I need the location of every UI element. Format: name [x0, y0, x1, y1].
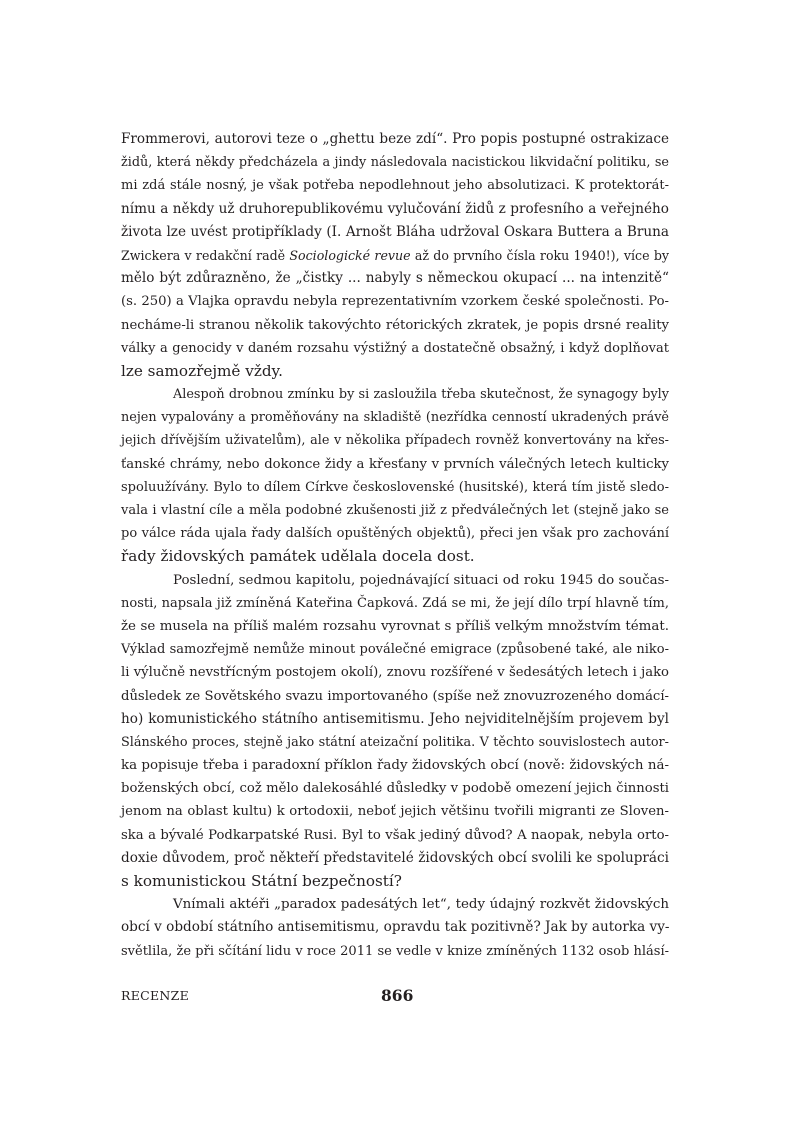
page-number: 866 [381, 986, 414, 1005]
text-line: jejich dřívějším uživatelům), ale v několika případech rovněž konvertovány na křes- [121, 433, 669, 449]
section-label: RECENZE [121, 988, 190, 1003]
text-line: spoluužívány. Bylo to dílem Církve československé (husitské), která tím jistě sledo- [121, 479, 669, 495]
text-line: boženských obcí, což mělo dalekosáhlé důsledky v podobě omezení jejich činnosti [121, 781, 669, 797]
text-line: Výklad samozřejmě nemůže minout poválečné emigrace (způsobené také, ale niko- [121, 642, 669, 658]
text-line: světlila, že při sčítání lidu v roce 2011 se vedle v knize zmíněných 1132 osob hlásí- [121, 943, 669, 959]
text-line: života lze uvést protipříklady (I. Arnošt Bláha udržoval Oskara Buttera a Bruna [121, 223, 669, 240]
text-line: nejen vypalovány a proměňovány na skladiště (nezřídka cenností ukradených právě [121, 410, 669, 426]
text-line: (s. 250) a Vlajka opravdu nebyla reprezentativním vzorkem české společnosti. Po- [121, 294, 669, 310]
paragraph [121, 893, 669, 963]
text-line: ska a bývalé Podkarpatské Rusi. Byl to však jediný důvod? A naopak, nebyla orto- [121, 827, 669, 843]
text-line: mělo být zdůrazněno, že „čistky ... nabyly s německou okupací ... na intenzitě“ [121, 270, 669, 287]
text-line: ťanské chrámy, nebo dokonce židy a křesťany v prvních válečných letech kulticky [121, 456, 669, 472]
text-line: po válce ráda ujala řady dalších opuštěných objektů), přeci jen však pro zachování [121, 526, 669, 542]
text-line: lze samozřejmě vždy. [121, 361, 283, 380]
text-line: obcí v období státního antisemitismu, opravdu tak pozitivně? Jak by autorka vy- [121, 919, 670, 936]
text-line: ka popisuje třeba i paradoxní příklon řady židovských obcí (nově: židovských ná- [121, 758, 669, 774]
text-line: války a genocidy v daném rozsahu výstižný a dostatečně obsažný, i když doplňovat [121, 340, 669, 356]
text-line: Zwickera v redakční radě Sociologické revue až do prvního čísla roku 1940!), více by [121, 247, 669, 263]
text-line: li výlučně nevstřícným postojem okolí), znovu rozšířené v šedesátých letech i jako [121, 665, 669, 681]
paragraph [121, 383, 669, 569]
text-line: s komunistickou Státní bezpečností? [121, 872, 402, 890]
paragraph [121, 128, 669, 383]
text-line: Slánského proces, stejně jako státní ateizační politika. V těchto souvislostech autor- [121, 734, 669, 750]
text-line: židů, která někdy předcházela a jindy následovala nacistickou likvidační politiku, se [121, 155, 669, 171]
text-line: že se musela na příliš malém rozsahu vyrovnat s příliš velkým množstvím témat. [121, 618, 669, 634]
text-line: Frommerovi, autorovi teze o „ghettu beze zdí“. Pro popis postupné ostrakizace [121, 131, 669, 147]
text-line: Poslední, sedmou kapitolu, pojednávající situaci od roku 1945 do součas- [173, 572, 669, 588]
text-line: necháme-li stranou několik takovýchto rétorických zkratek, je popis drsné reality [121, 317, 669, 333]
text-line: jenom na oblast kultu) k ortodoxii, neboť jejich většinu tvořili migranti ze Sloven- [121, 804, 669, 820]
text-line: nosti, napsala již zmíněná Kateřina Čapková. Zdá se mi, že její dílo trpí hlavně tím, [121, 595, 669, 611]
journal-title: Sociologické revue [289, 247, 411, 263]
paragraph [121, 569, 669, 894]
text-line: vala i vlastní cíle a měla podobné zkušenosti již z předválečných let (stejně jako se [121, 503, 669, 518]
text-line: doxie důvodem, proč někteří představitelé židovských obcí svolili ke spolupráci [121, 849, 669, 866]
text-line: řady židovských památek udělala docela dost. [121, 547, 475, 566]
text-line: ho) komunistického státního antisemitismu. Jeho nejviditelnějším projevem byl [121, 710, 669, 727]
text-line: důsledek ze Sovětského svazu importovaného (spíše než znovuzrozeného domácí- [121, 688, 669, 704]
text-line: nímu a někdy už druhorepublikovému vylučování židů z profesního a veřejného [121, 200, 669, 217]
text-line: Alespoň drobnou zmínku by si zasloužila třeba skutečnost, že synagogy byly [173, 387, 669, 403]
body-text [121, 128, 669, 963]
text-line: mi zdá stále nosný, je však potřeba nepodlehnout jeho absolutizaci. K protektorát- [121, 178, 669, 194]
text-line: Vnímali aktéři „paradox padesátých let“, tedy údajný rozkvět židovských [173, 897, 669, 913]
